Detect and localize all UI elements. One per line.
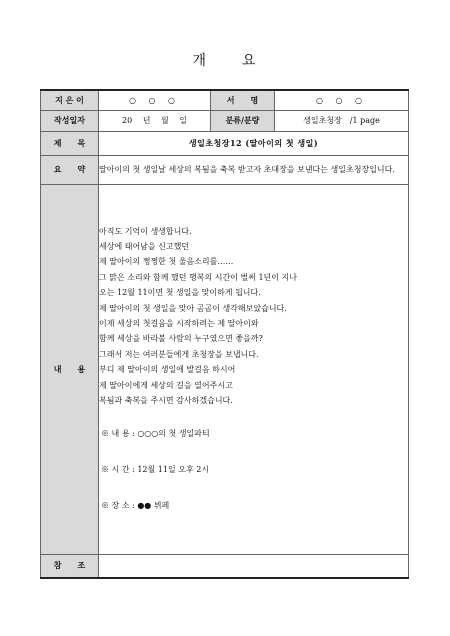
title-row <box>41 131 409 155</box>
date-row <box>41 110 409 131</box>
reference-row <box>41 554 409 578</box>
content-line: 오는 12월 11이면 첫 생일을 맞이하게 됩니다. <box>99 288 261 298</box>
author-value: ○ ○ ○ <box>99 90 211 110</box>
category-label: 분류/분량 <box>211 110 275 131</box>
author-label: 지 은 이 <box>41 90 99 110</box>
content-line: 세상에 태어남을 신고했던 <box>99 242 190 252</box>
content-line: 그래서 저는 여러분들에게 초청장을 보냅니다. <box>99 349 259 359</box>
content-line: 이제 세상의 첫걸음을 시작하려는 제 딸아이와 <box>99 319 259 328</box>
event-content: ※ 내 용 : ○○○의 첫 생일파티 <box>101 429 210 439</box>
content-row <box>41 184 409 554</box>
page-title <box>0 50 450 70</box>
content-line: 제 딸아이에게 세상의 길을 열어주시고 <box>99 380 233 390</box>
title-label: 제 목 <box>41 131 99 155</box>
content-label: 내 용 <box>41 184 99 554</box>
document-title: 생일초청장12 (딸아이의 첫 생일) <box>99 131 409 155</box>
document-form-table <box>40 89 409 579</box>
content-line: 부디 제 딸아이의 생일에 발걸음 하시어 <box>99 365 236 375</box>
date-value: 20 년 월 일 <box>99 110 211 131</box>
content-line: 아직도 기억이 생생합니다. <box>99 226 192 236</box>
summary-label: 요 약 <box>41 155 99 184</box>
date-label: 작성일자 <box>41 110 99 131</box>
reference-label: 참 조 <box>41 554 99 578</box>
page-title-left: 개 <box>192 53 208 69</box>
content-line: 함께 세상을 바라볼 사람의 누구였으면 좋을까? <box>99 334 263 344</box>
page-title-right: 요 <box>242 53 258 69</box>
name-value: ○ ○ ○ <box>275 90 409 110</box>
category-value: 생일초청장 /1 page <box>275 110 409 131</box>
author-row <box>41 90 409 110</box>
event-time: ※ 시 간 : 12월 11일 오후 2시 <box>101 465 210 475</box>
content-body <box>99 184 409 554</box>
content-line: 제 딸아이의 첫 생일을 맞아 곰곰이 생각해보았습니다. <box>99 303 287 313</box>
summary-text: 딸아이의 첫 생일날 세상의 복됨을 축복 받고자 초대장을 보낸다는 생일초청장입니다. <box>99 155 409 184</box>
content-line: 그 맑은 소리와 함께 했던 행복의 시간이 벌써 1년이 지나 <box>99 272 297 282</box>
content-line: 제 딸아이의 쩡쩡한 첫 울음소리를…… <box>99 257 234 267</box>
content-line: 복됨과 축복을 주시면 감사하겠습니다. <box>99 395 233 405</box>
reference-value <box>99 554 409 578</box>
event-place: ※ 장 소 : ●● 뷔페 <box>101 501 170 511</box>
name-label: 서 명 <box>211 90 275 110</box>
summary-row <box>41 155 409 184</box>
